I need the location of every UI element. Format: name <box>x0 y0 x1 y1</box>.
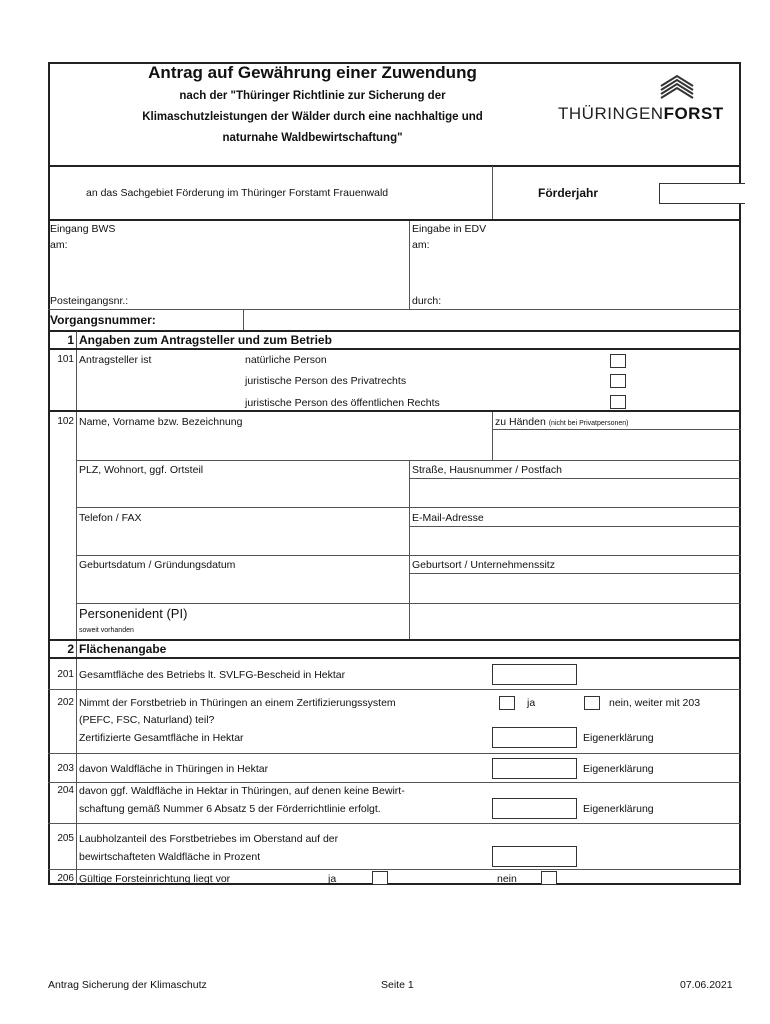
forsteinrichtung-ja-label: ja <box>328 873 337 885</box>
divider <box>48 782 741 783</box>
option-juristische-oeffentlich: juristische Person des öffentlichen Rechts <box>245 397 440 409</box>
footer-document-name: Antrag Sicherung der Klimaschutz <box>48 979 207 991</box>
row-204-number: 204 <box>57 785 74 796</box>
divider <box>409 460 410 603</box>
checkbox-juristische-oeffentlich[interactable] <box>610 395 626 409</box>
name-label: Name, Vorname bzw. Bezeichnung <box>79 416 243 428</box>
divider <box>409 603 410 640</box>
zertifizierung-nein-checkbox[interactable] <box>584 696 600 710</box>
eingabe-am-label: am: <box>412 239 430 251</box>
geburtsort-input[interactable] <box>411 574 740 602</box>
zertifizierung-nein-label: nein, weiter mit 203 <box>609 697 701 709</box>
zertifizierte-flaeche-input[interactable] <box>492 727 577 748</box>
geburtsdatum-input[interactable] <box>78 574 408 602</box>
waldflaeche-input[interactable] <box>492 758 577 779</box>
row-203-number: 203 <box>57 763 74 774</box>
gesamtflaeche-label: Gesamtfläche des Betriebs lt. SVLFG-Bescheid in Hektar <box>79 669 346 681</box>
plz-input[interactable] <box>78 479 408 507</box>
form-subtitle-1: nach der "Thüringer Richtlinie zur Sicherung der <box>179 90 446 102</box>
zertifizierung-question-line-2: (PEFC, FSC, Naturland) teil? <box>79 714 215 726</box>
posteingangsnr-label: Posteingangsnr.: <box>50 295 129 307</box>
telefon-label: Telefon / FAX <box>79 512 142 524</box>
section-2-number: 2 <box>67 642 74 656</box>
divider <box>48 657 741 659</box>
geburtsdatum-label: Geburtsdatum / Gründungsdatum <box>79 559 236 571</box>
option-juristische-privat: juristische Person des Privatrechts <box>245 375 407 387</box>
divider <box>48 330 741 332</box>
logo-wordmark <box>558 104 724 124</box>
zu-haenden-input[interactable] <box>494 430 740 459</box>
row-202-number: 202 <box>57 697 74 708</box>
row-101-number: 101 <box>57 354 74 365</box>
divider <box>48 823 741 824</box>
gesamtflaeche-input[interactable] <box>492 664 577 685</box>
thueringenforst-logo-icon <box>659 74 695 100</box>
divider <box>48 219 741 221</box>
divider <box>48 689 741 690</box>
durch-label: durch: <box>412 295 442 307</box>
logo-text-bold: FORST <box>663 104 724 123</box>
divider <box>409 221 410 309</box>
divider <box>243 310 244 331</box>
forsteinrichtung-nein-label: nein <box>497 873 517 885</box>
row-201-number: 201 <box>57 669 74 680</box>
divider <box>48 639 741 641</box>
telefon-input[interactable] <box>78 527 408 555</box>
form-subtitle-3: naturnahe Waldbewirtschaftung" <box>222 132 403 144</box>
plz-label: PLZ, Wohnort, ggf. Ortsteil <box>79 464 204 476</box>
section-2-title: Flächenangabe <box>79 642 167 656</box>
divider <box>76 331 77 641</box>
personenident-label: Personenident (PI) <box>79 606 188 621</box>
zertifizierung-ja-label: ja <box>527 697 536 709</box>
zertifizierung-ja-checkbox[interactable] <box>499 696 515 710</box>
email-label: E-Mail-Adresse <box>412 512 484 524</box>
email-input[interactable] <box>411 527 740 555</box>
divider <box>48 753 741 754</box>
eigenerklaerung-label: Eigenerklärung <box>583 763 654 775</box>
form-title: Antrag auf Gewährung einer Zuwendung <box>148 63 477 82</box>
divider <box>492 166 493 219</box>
bewirtschaftung-input[interactable] <box>492 798 577 819</box>
zu-haenden-note: (nicht bei Privatpersonen) <box>548 420 629 427</box>
divider <box>76 507 741 508</box>
forsteinrichtung-ja-checkbox[interactable] <box>372 871 388 885</box>
zu-haenden-label: zu Händen (nicht bei Privatpersonen) <box>495 416 629 428</box>
strasse-input[interactable] <box>411 479 740 507</box>
name-input[interactable] <box>78 430 490 459</box>
divider <box>48 309 741 310</box>
eingabe-edv-label: Eingabe in EDV <box>412 223 487 235</box>
forsteinrichtung-nein-checkbox[interactable] <box>541 871 557 885</box>
personenident-note: soweit vorhanden <box>79 627 134 634</box>
laubholzanteil-label-line-2: bewirtschafteten Waldfläche in Prozent <box>79 851 261 863</box>
strasse-label: Straße, Hausnummer / Postfach <box>412 464 562 476</box>
foerderjahr-label: Förderjahr <box>538 186 599 200</box>
footer-date: 07.06.2021 <box>680 979 733 991</box>
eingang-bws-label: Eingang BWS <box>50 223 116 235</box>
zertifizierte-flaeche-label: Zertifizierte Gesamtfläche in Hektar <box>79 732 244 744</box>
laubholzanteil-label-line-1: Laubholzanteil des Forstbetriebes im Oberstand auf der <box>79 833 339 845</box>
personenident-input[interactable] <box>411 605 740 639</box>
divider <box>76 555 741 556</box>
footer-page-number: Seite 1 <box>381 979 414 991</box>
row-205-number: 205 <box>57 833 74 844</box>
section-1-title: Angaben zum Antragsteller und zum Betrieb <box>79 333 332 347</box>
divider <box>492 412 493 460</box>
recipient-text: an das Sachgebiet Förderung im Thüringer Forstamt Frauenwald <box>86 187 389 199</box>
eigenerklaerung-label: Eigenerklärung <box>583 732 654 744</box>
vorgangsnummer-label: Vorgangsnummer: <box>50 313 156 327</box>
eingang-am-label: am: <box>50 239 68 251</box>
waldflaeche-label: davon Waldfläche in Thüringen in Hektar <box>79 763 269 775</box>
checkbox-natuerliche-person[interactable] <box>610 354 626 368</box>
divider <box>48 348 741 350</box>
checkbox-juristische-privat[interactable] <box>610 374 626 388</box>
eigenerklaerung-label: Eigenerklärung <box>583 803 654 815</box>
geburtsort-label: Geburtsort / Unternehmenssitz <box>412 559 555 571</box>
section-1-number: 1 <box>67 333 74 347</box>
logo-text-light: THÜRINGEN <box>558 104 664 123</box>
bewirtschaftung-label-line-1: davon ggf. Waldfläche in Hektar in Thüringen, auf denen keine Bewirt- <box>79 785 405 797</box>
divider <box>48 869 741 870</box>
zertifizierung-question-line-1: Nimmt der Forstbetrieb in Thüringen an einem Zertifizierungssystem <box>79 697 396 709</box>
foerderjahr-input[interactable] <box>659 183 745 204</box>
divider <box>76 641 77 885</box>
option-natuerliche-person: natürliche Person <box>245 354 327 366</box>
antragsteller-label: Antragsteller ist <box>79 354 152 366</box>
row-206-number: 206 <box>57 873 74 884</box>
divider <box>48 165 741 167</box>
divider <box>48 410 741 412</box>
row-102-number: 102 <box>57 416 74 427</box>
laubholzanteil-input[interactable] <box>492 846 577 867</box>
forsteinrichtung-label: Gültige Forsteinrichtung liegt vor <box>79 873 231 885</box>
form-subtitle-2: Klimaschutzleistungen der Wälder durch eine nachhaltige und <box>142 111 483 123</box>
bewirtschaftung-label-line-2: schaftung gemäß Nummer 6 Absatz 5 der Förderrichtlinie erfolgt. <box>79 803 381 815</box>
